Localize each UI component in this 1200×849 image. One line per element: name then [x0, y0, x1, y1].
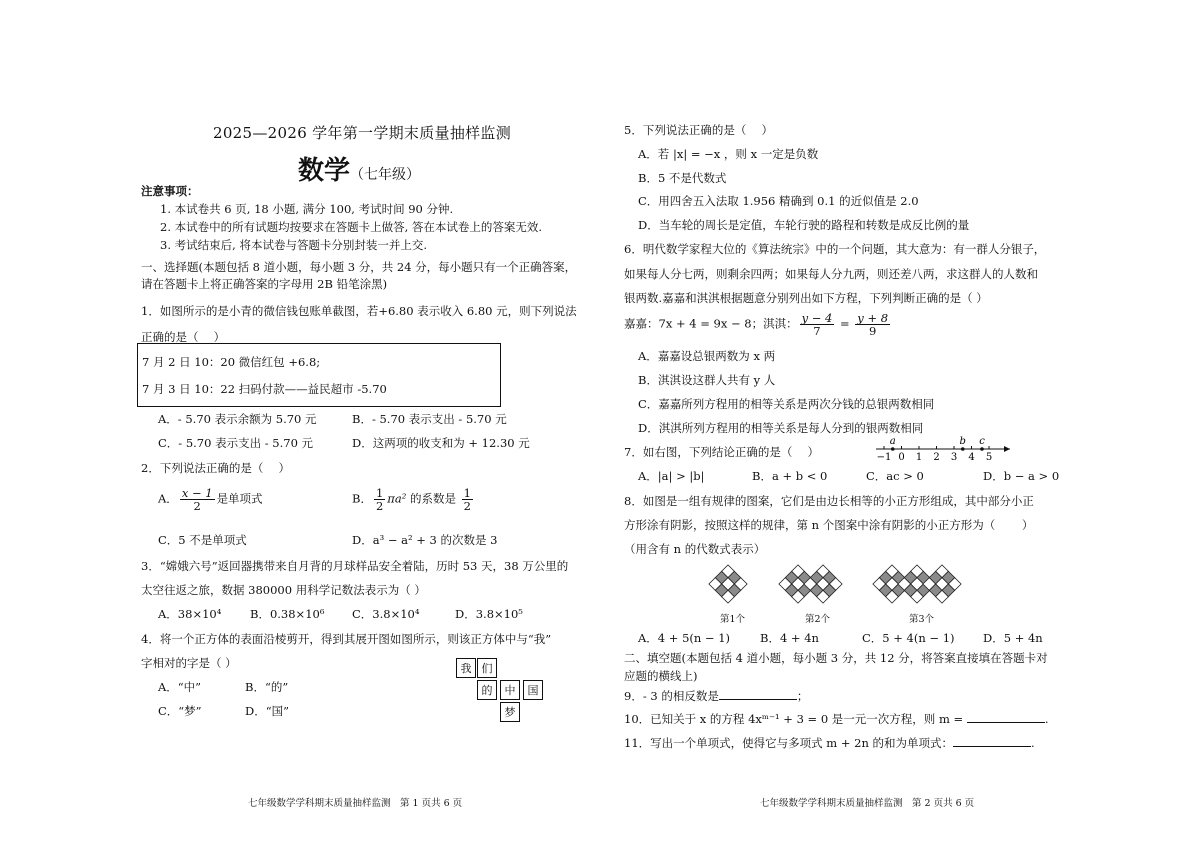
- fraction: [800, 312, 835, 337]
- wallet-line: 7 月 2 日 10：20 微信红包 +6.8;: [142, 355, 321, 369]
- q1-stem: 1．如图所示的是小青的微信钱包账单截图，若+6.80 表示收入 6.80 元，则下列说法: [141, 304, 577, 318]
- q2-stem: 2．下列说法正确的是（ ）: [141, 461, 290, 475]
- number-line-point-label: b: [959, 436, 966, 447]
- number-line-tick-label: 0: [898, 452, 905, 462]
- q3-option-d: D．3.8×10⁵: [455, 607, 523, 621]
- footer-left: 七年级数学学科期末质量抽样监测 第 1 页共 6 页: [248, 798, 463, 809]
- number-line-tick-label: 3: [950, 452, 958, 462]
- section1-heading: 一、选择题(本题包括 8 道小题，每小题 3 分，共 24 分，每小题只有一个正确答案，: [141, 260, 577, 274]
- arrow-right-icon: [1004, 446, 1010, 452]
- equals-sign: =: [836, 316, 854, 331]
- q6-equations: [624, 312, 892, 337]
- answer-blank[interactable]: [953, 735, 1031, 747]
- option-text: 是单项式: [216, 491, 263, 506]
- number-line-tick-label: 4: [968, 452, 975, 462]
- notice-heading: 注意事项：: [141, 184, 199, 198]
- q8-stem: 8．如图是一组有规律的图案，它们是由边长相等的小正方形组成，其中部分小正: [624, 494, 1034, 508]
- numerator: x − 1: [181, 486, 213, 500]
- numerator: 1: [463, 486, 471, 500]
- q6-option-b: B．淇淇设这群人共有 y 人: [638, 373, 776, 387]
- number-line-point: [961, 447, 965, 451]
- number-line-point-label: c: [979, 436, 985, 447]
- q8-stem-line3: （用含有 n 的代数式表示）: [624, 542, 766, 556]
- q11-text: 11．写出一个单项式，使得它与多项式 m + 2n 的和为单项式：: [624, 736, 954, 750]
- q11: [624, 735, 1035, 751]
- q5-option-b: B．5 不是代数式: [638, 171, 727, 185]
- fraction: [462, 487, 473, 512]
- number-line-tick-label: 5: [985, 452, 993, 462]
- numerator: y + 8: [857, 311, 889, 325]
- q4-stem-line2: 字相对的字是（ ）: [141, 656, 237, 670]
- q9-text: 9．- 3 的相反数是: [624, 689, 719, 703]
- pattern-figure: [873, 565, 961, 603]
- section2-heading: 二、填空题(本题包括 4 道小题，每小题 3 分，共 12 分，将答案直接填在答题卡对: [624, 651, 1048, 665]
- fraction: [374, 487, 385, 512]
- q3-stem-line2: 太空往返之旅，数据 380000 用科学记数法表示为（ ）: [141, 583, 426, 597]
- q4-stem: 4．将一个正方体的表面沿棱剪开，得到其展开图如图所示，则该正方体中与“我”: [141, 632, 552, 646]
- number-line-point: [891, 447, 895, 451]
- q8-option-a: A．4 + 5(n − 1): [638, 631, 731, 645]
- numerator: y − 4: [801, 311, 833, 325]
- net-cell: 的: [477, 680, 497, 700]
- q6-option-c: C．嘉嘉所列方程用的相等关系是两次分钱的总银两数相同: [638, 397, 935, 411]
- q8-stem-line2: 方形涂有阴影，按照这样的规律，第 n 个图案中涂有阴影的小正方形为（ ）: [624, 518, 1034, 532]
- q10: [624, 711, 1048, 727]
- number-line-tick-label: 1: [915, 452, 923, 462]
- q2-option-c: C．5 不是单项式: [158, 533, 247, 547]
- footer-right: 七年级数学学科期末质量抽样监测 第 2 页共 6 页: [760, 798, 975, 809]
- q3-option-c: C．3.8×10⁴: [352, 607, 420, 621]
- q1-stem-line2: 正确的是（ ）: [141, 330, 226, 344]
- q8-option-c: C．5 + 4(n − 1): [862, 631, 955, 645]
- q6-option-d: D．淇淇所列方程用的相等关系是每人分到的银两数相同: [638, 421, 924, 435]
- q8-option-b: B．4 + 4n: [760, 631, 819, 645]
- q4-option-b: B．“的”: [245, 680, 289, 694]
- denominator: 9: [869, 324, 877, 339]
- pattern-figure: [779, 565, 842, 603]
- punctuation: ；: [796, 689, 809, 703]
- option-label: B．: [352, 491, 372, 506]
- net-cell: 我: [456, 658, 476, 678]
- q2-option-d: D．a³ − a² + 3 的次数是 3: [352, 533, 498, 547]
- punctuation: .: [1044, 712, 1049, 726]
- punctuation: .: [1031, 736, 1035, 750]
- q4-option-d: D．“国”: [245, 704, 289, 718]
- number-line-figure: [874, 436, 1014, 462]
- q5-option-c: C．用四舍五入法取 1.956 精确到 0.1 的近似值是 2.0: [638, 194, 919, 208]
- numerator: 1: [375, 486, 384, 500]
- q7-option-d: D．b − a > 0: [983, 469, 1060, 483]
- denominator: 7: [813, 324, 821, 339]
- expression: πa²: [387, 491, 407, 506]
- q10-text: 10．已知关于 x 的方程 4xᵐ⁻¹ + 3 = 0 是一元一次方程，则 m =: [624, 712, 967, 726]
- q1-option-a: A．- 5.70 表示余额为 5.70 元: [158, 412, 317, 426]
- q6-stem-line2: 如果每人分七两，则剩余四两；如果每人分九两，则还差八两，求这群人的人数和: [624, 267, 1038, 281]
- q5-option-a: A．若 |x| = −x ，则 x 一定是负数: [638, 147, 819, 161]
- notice-item: 1. 本试卷共 6 页, 18 小题, 满分 100, 考试时间 90 分钟.: [160, 202, 454, 216]
- number-line-tick-label: 2: [933, 452, 940, 462]
- q3-option-b: B．0.38×10⁶: [250, 607, 325, 621]
- denominator: 2: [375, 499, 384, 514]
- wallet-bill-box: [137, 343, 501, 407]
- subject-name: 数学: [298, 156, 351, 186]
- q1-option-b: B．- 5.70 表示支出 - 5.70 元: [352, 412, 507, 426]
- net-cell: 们: [477, 658, 497, 678]
- notice-item: 3. 考试结束后, 将本试卷与答题卡分别封装一并上交.: [160, 238, 428, 252]
- grade-label: （七年级）: [350, 167, 421, 183]
- pattern-figure: [709, 565, 747, 603]
- q3-option-a: A．38×10⁴: [158, 607, 222, 621]
- number-line-point-label: a: [889, 436, 896, 447]
- wallet-line: 7 月 3 日 10：22 扫码付款——益民超市 -5.70: [142, 382, 387, 396]
- q7-option-b: B．a + b < 0: [752, 469, 828, 483]
- net-cell: 中: [500, 680, 520, 700]
- equation-text: 嘉嘉：7x + 4 = 9x − 8；淇淇：: [624, 316, 798, 331]
- subject-heading: [298, 150, 420, 187]
- figure-label: 第3个: [909, 614, 935, 625]
- q7-option-c: C．ac > 0: [866, 469, 924, 483]
- number-line-tick-label: −1: [876, 452, 892, 462]
- q2-option-b: [352, 487, 475, 512]
- notice-item: 2. 本试卷中的所有试题均按要求在答题卡上做答, 答在本试卷上的答案无效.: [160, 220, 543, 234]
- q6-stem-line3: 银两数.嘉嘉和淇淇根据题意分别列出如下方程，下列判断正确的是（ ）: [624, 291, 988, 305]
- option-text: 的系数是: [406, 491, 460, 506]
- q1-option-c: C．- 5.70 表示支出 - 5.70 元: [158, 436, 314, 450]
- q5-option-d: D．当车轮的周长是定值，车轮行驶的路程和转数是成反比例的量: [638, 218, 970, 232]
- exam-title: 2025—2026 学年第一学期末质量抽样监测: [213, 124, 512, 142]
- q1-option-d: D．这两项的收支和为 + 12.30 元: [352, 436, 530, 450]
- fraction: [180, 487, 215, 512]
- answer-blank[interactable]: [967, 711, 1045, 723]
- section1-heading-line2: 请在答题卡上将正确答案的字母用 2B 铅笔涂黑): [141, 277, 388, 291]
- section2-heading-line2: 应题的横线上): [624, 669, 698, 683]
- answer-blank[interactable]: [719, 688, 797, 700]
- q8-option-d: D．5 + 4n: [983, 631, 1043, 645]
- q4-option-a: A．“中”: [158, 680, 202, 694]
- fraction: [855, 312, 890, 337]
- q6-option-a: A．嘉嘉设总银两数为 x 两: [638, 349, 776, 363]
- q9: [624, 688, 808, 704]
- q2-option-a: [158, 487, 263, 512]
- option-label: A．: [158, 491, 178, 506]
- denominator: 2: [463, 499, 471, 514]
- figure-label: 第2个: [805, 614, 831, 625]
- denominator: 2: [193, 499, 201, 514]
- q7-stem: 7．如右图，下列结论正确的是（ ）: [624, 445, 819, 459]
- net-cell: 梦: [500, 702, 520, 722]
- net-cell: 国: [523, 680, 543, 700]
- q6-stem: 6．明代数学家程大位的《算法统宗》中的一个问题，其大意为：有一群人分银子，: [624, 242, 1046, 256]
- q3-stem: 3．“嫦娥六号”返回器携带来自月背的月球样品安全着陆，历时 53 天，38 万公里的: [141, 559, 569, 573]
- figure-label: 第1个: [720, 614, 746, 625]
- q5-stem: 5．下列说法正确的是（ ）: [624, 123, 773, 137]
- q4-option-c: C．“梦”: [158, 704, 202, 718]
- q7-option-a: A．|a| > |b|: [638, 469, 705, 483]
- number-line-point: [980, 447, 984, 451]
